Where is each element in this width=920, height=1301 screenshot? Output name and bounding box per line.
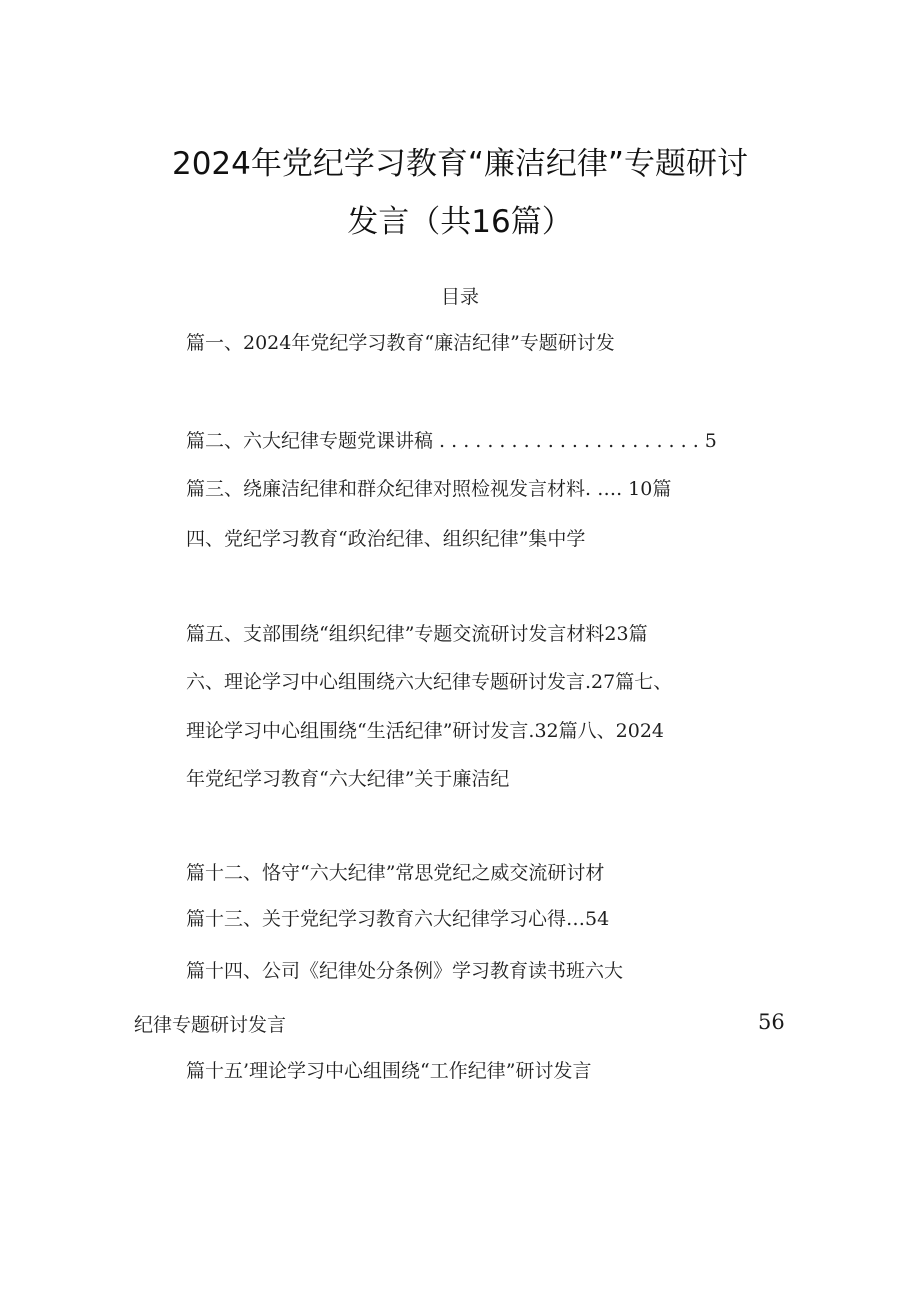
toc-line: 篇一、2024年党纪学习教育“廉洁纪律”专题研讨发 bbox=[186, 332, 615, 354]
toc-line: 篇五、支部围绕“组织纪律”专题交流研讨发言材料23篇 bbox=[186, 623, 648, 645]
toc-line: 年党纪学习教育“六大纪律”关于廉洁纪 bbox=[186, 768, 510, 790]
document-title-line-1: 2024年党纪学习教育“廉洁纪律”专题研讨 bbox=[171, 146, 748, 182]
toc-line: 篇二、六大纪律专题党课讲稿 . . . . . . . . . . . . . . . . . . . . . . 5 bbox=[186, 430, 717, 452]
toc-line: 篇十五’理论学习中心组围绕“工作纪律”研讨发言 bbox=[186, 1060, 592, 1082]
toc-line: 理论学习中心组围绕“生活纪律”研讨发言.32篇八、2024 bbox=[186, 720, 664, 742]
toc-line: 篇三、绕廉洁纪律和群众纪律对照检视发言材料. …. 10篇 bbox=[186, 478, 672, 500]
toc-line: 篇十二、恪守“六大纪律”常思党纪之威交流研讨材 bbox=[186, 862, 605, 884]
toc-line: 六、理论学习中心组围绕六大纪律专题研讨发言.27篇七、 bbox=[186, 671, 673, 693]
toc-heading: 目录 bbox=[440, 286, 479, 308]
toc-page-number: 56 bbox=[758, 1010, 785, 1034]
toc-line: 篇十三、关于党纪学习教育六大纪律学习心得…54 bbox=[186, 908, 610, 930]
toc-line: 四、党纪学习教育“政治纪律、组织纪律”集中学 bbox=[186, 528, 586, 550]
document-title-line-2: 发言（共16篇） bbox=[347, 204, 573, 240]
toc-line: 篇十四、公司《纪律处分条例》学习教育读书班六大 bbox=[186, 960, 624, 982]
toc-line: 纪律专题研讨发言 bbox=[134, 1014, 287, 1036]
